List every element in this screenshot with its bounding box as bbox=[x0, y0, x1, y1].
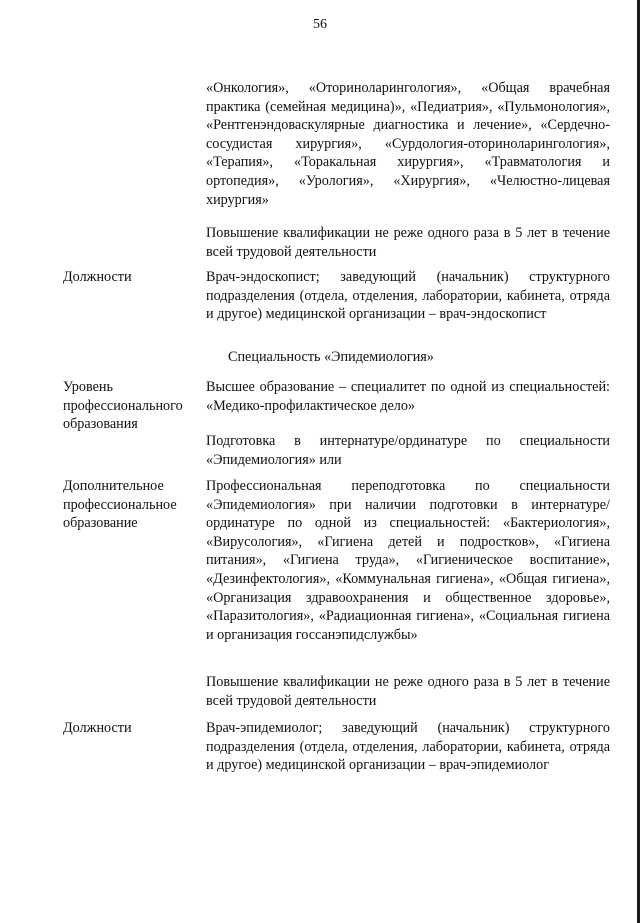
training-text: Подготовка в интернатуре/ординатуре по специальности «Эпидемиология» или bbox=[206, 433, 610, 468]
additional-education-text: Профессиональная переподготовка по специальности «Эпидемиология» при наличии подготовки в интернатуре/ординатуре по одной из специальностей: «Бактериология», «Вирусология», «Гигиена детей и подростков», «Гигиена питания», «Гигиена труда», «Гигиеническое воспитание», «Дезинфектология», «Коммунальная гигиена», «Общая гигиена», «Организация здравоохранения и общественное здоровье», «Паразитология», «Радиационная гигиена», «Социальная гигиена и организация госсанэпидслужбы» bbox=[206, 478, 610, 643]
positions-text-2: Врач-эпидемиолог; заведующий (начальник) структурного подразделения (отдела, отделения, лаборатории, кабинета, отряда и другое) медицинской организации – врач-эпидемиолог bbox=[206, 720, 610, 774]
education-level-label: Уровень профессионального образования bbox=[63, 379, 183, 433]
positions-text-1: Врач-эндоскопист; заведующий (начальник) структурного подразделения (отдела, отделения, лаборатории, кабинета, отряда и другое) медицинской организации – врач-эндоскопист bbox=[206, 269, 610, 323]
positions-label-2: Должности bbox=[63, 720, 132, 736]
qualification-text-1: Повышение квалификации не реже одного раза в 5 лет в течение всей трудовой деятельности bbox=[206, 225, 610, 260]
qualification-text-2: Повышение квалификации не реже одного раза в 5 лет в течение всей трудовой деятельности bbox=[206, 674, 610, 709]
specialties-continued: «Онкология», «Оториноларингология», «Общая врачебная практика (семейная медицина)», «Педиатрия», «Пульмонология», «Рентгенэндоваскулярные диагностика и лечение», «Сердечно-сосудистая хирургия», «Сурдология-оториноларингология», «Терапия», «Торакальная хирургия», «Травматология и ортопедия», «Урология», «Хирургия», «Челюстно-лицевая хирургия» bbox=[206, 80, 610, 208]
specialty-heading: Специальность «Эпидемиология» bbox=[228, 349, 434, 365]
additional-education-label: Дополнительное профессиональное образование bbox=[63, 478, 177, 532]
positions-label-1: Должности bbox=[63, 269, 132, 285]
education-level-text: Высшее образование – специалитет по одной из специальностей: «Медико-профилактическое дело» bbox=[206, 379, 610, 414]
page-number: 56 bbox=[313, 17, 327, 32]
